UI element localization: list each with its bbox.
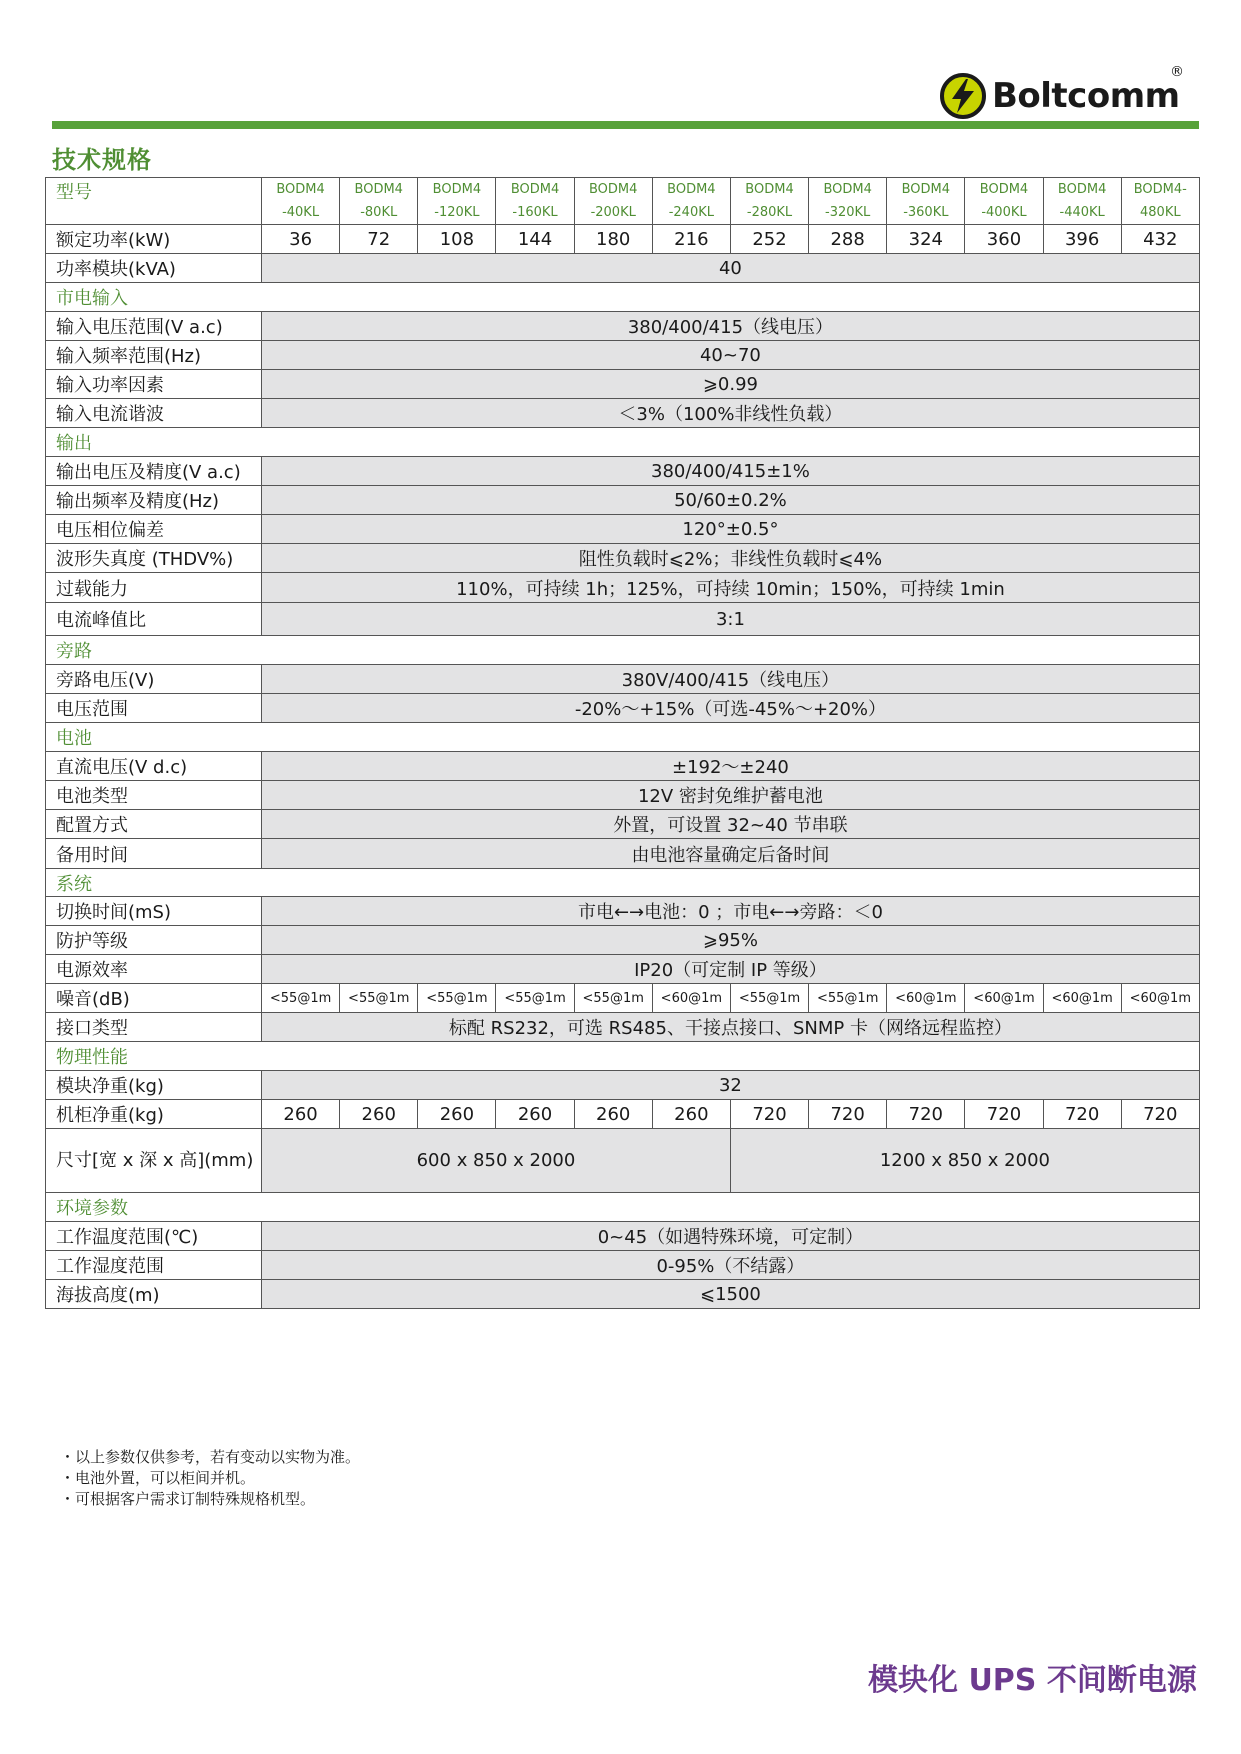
value-cell: <55@1m (574, 984, 652, 1013)
value-cell: 216 (652, 225, 730, 254)
row-value: 市电←→电池：0 ；市电←→旁路：＜0 (262, 897, 1200, 926)
row-label: 波形失真度 (THDV%) (46, 544, 262, 573)
model-header-cell (1121, 178, 1199, 225)
note-item: ・以上参数仅供参考，若有变动以实物为准。 (60, 1448, 361, 1466)
row-value: 40~70 (262, 341, 1200, 370)
row-value: 外置，可设置 32~40 节串联 (262, 810, 1200, 839)
section-header (46, 723, 1200, 752)
section-title: 电池 (46, 723, 1200, 752)
model-capacity: 480KL (1140, 205, 1181, 220)
model-header-cell (965, 178, 1043, 225)
table-row (46, 544, 1200, 573)
footer-title: 模块化 UPS 不间断电源 (868, 1663, 1197, 1698)
value-cell: 720 (1121, 1100, 1199, 1129)
row-label: 输入电压范围(V a.c) (46, 312, 262, 341)
section-header (46, 428, 1200, 457)
row-label: 电池类型 (46, 781, 262, 810)
value-cell: 180 (574, 225, 652, 254)
section-title: 系统 (46, 869, 1200, 897)
value-cell: 252 (730, 225, 808, 254)
model-header-cell (1043, 178, 1121, 225)
row-value: 阻性负载时⩽2%；非线性负载时⩽4% (262, 544, 1200, 573)
note-item: ・可根据客户需求订制特殊规格机型。 (60, 1490, 316, 1508)
value-cell: 260 (418, 1100, 496, 1129)
row-label: 配置方式 (46, 810, 262, 839)
value-cell: 720 (730, 1100, 808, 1129)
value-cell: 720 (965, 1100, 1043, 1129)
table-row (46, 955, 1200, 984)
table-row (46, 1071, 1200, 1100)
section-title: 市电输入 (46, 283, 1200, 312)
model-series: BODM4 (979, 182, 1029, 197)
value-cell: <55@1m (340, 984, 418, 1013)
table-row (46, 370, 1200, 399)
row-label: 电压范围 (46, 694, 262, 723)
value-cell: 144 (496, 225, 574, 254)
row-label: 额定功率(kW) (46, 225, 262, 254)
section-title: 旁路 (46, 636, 1200, 665)
row-label: 电流峰值比 (46, 603, 262, 636)
registered-mark: ® (1170, 64, 1184, 80)
value-cell: 720 (1043, 1100, 1121, 1129)
value-cell: 108 (418, 225, 496, 254)
section-header (46, 1193, 1200, 1222)
value-cell: 260 (574, 1100, 652, 1129)
row-value: ⩽1500 (262, 1280, 1200, 1309)
value-cell: 260 (496, 1100, 574, 1129)
table-row (46, 781, 1200, 810)
model-header-cell (496, 178, 574, 225)
row-label: 防护等级 (46, 926, 262, 955)
table-row (46, 752, 1200, 781)
model-header-cell (887, 178, 965, 225)
table-row (46, 312, 1200, 341)
value-cell: 432 (1121, 225, 1199, 254)
model-series: BODM4 (745, 182, 794, 197)
row-label: 机柜净重(kg) (46, 1100, 262, 1129)
table-row (46, 1100, 1200, 1129)
table-row (46, 1280, 1200, 1309)
section-header (46, 636, 1200, 665)
row-label: 工作温度范围(℃) (46, 1222, 262, 1251)
value-cell: 260 (340, 1100, 418, 1129)
brand-name: Boltcomm (992, 76, 1180, 116)
model-capacity: -240KL (668, 205, 714, 220)
model-header-cell (652, 178, 730, 225)
value-cell: 72 (340, 225, 418, 254)
model-capacity: -280KL (746, 205, 793, 220)
table-row (46, 486, 1200, 515)
table-row (46, 1129, 1200, 1193)
model-header-cell (574, 178, 652, 225)
value-cell: <60@1m (1043, 984, 1121, 1013)
size-value-a: 600 x 850 x 2000 (262, 1129, 731, 1193)
value-cell: 360 (965, 225, 1043, 254)
row-label: 直流电压(V d.c) (46, 752, 262, 781)
table-row (46, 399, 1200, 428)
table-row (46, 1222, 1200, 1251)
value-cell: <55@1m (418, 984, 496, 1013)
row-label: 功率模块(kVA) (46, 254, 262, 283)
value-cell: <55@1m (262, 984, 340, 1013)
model-capacity: -40KL (282, 205, 320, 220)
row-value: IP20（可定制 IP 等级） (262, 955, 1200, 984)
model-series: BODM4 (588, 182, 638, 197)
row-label: 输出频率及精度(Hz) (46, 486, 262, 515)
model-series: BODM4 (354, 182, 403, 197)
value-cell: 288 (809, 225, 887, 254)
value-cell: <60@1m (965, 984, 1043, 1013)
model-series: BODM4 (1057, 182, 1107, 197)
value-cell: 396 (1043, 225, 1121, 254)
row-label: 电压相位偏差 (46, 515, 262, 544)
header-rule (52, 121, 1199, 129)
value-cell: 36 (262, 225, 340, 254)
table-row (46, 603, 1200, 636)
notes (60, 1447, 360, 1510)
model-capacity: -200KL (590, 205, 636, 220)
value-cell: <60@1m (1121, 984, 1199, 1013)
table-row (46, 1251, 1200, 1280)
row-value: ±192～±240 (262, 752, 1200, 781)
section-header (46, 1042, 1200, 1071)
section-header (46, 283, 1200, 312)
row-value: 3:1 (262, 603, 1200, 636)
spec-table (45, 177, 1200, 1309)
table-row (46, 254, 1200, 283)
model-series: BODM4 (823, 182, 872, 197)
row-label: 接口类型 (46, 1013, 262, 1042)
table-row (46, 1013, 1200, 1042)
row-label: 过载能力 (46, 573, 262, 603)
model-capacity: -360KL (903, 205, 949, 220)
model-capacity: -120KL (434, 205, 480, 220)
row-label: 海拔高度(m) (46, 1280, 262, 1309)
table-row (46, 341, 1200, 370)
row-label: 型号 (46, 178, 262, 225)
row-value: 32 (262, 1071, 1200, 1100)
model-header-cell (262, 178, 340, 225)
model-header-cell (418, 178, 496, 225)
row-label: 尺寸[宽 x 深 x 高](mm) (46, 1129, 262, 1193)
model-series: BODM4 (276, 182, 325, 197)
brand-logo (940, 70, 1180, 122)
row-value: ＜3%（100%非线性负载） (262, 399, 1200, 428)
row-value: 0~45（如遇特殊环境，可定制） (262, 1222, 1200, 1251)
row-value: 40 (262, 254, 1200, 283)
model-series: BODM4 (667, 182, 716, 197)
table-row (46, 926, 1200, 955)
row-value: -20%～+15%（可选-45%～+20%） (262, 694, 1200, 723)
table-row (46, 810, 1200, 839)
row-label: 输入功率因素 (46, 370, 262, 399)
table-row (46, 897, 1200, 926)
value-cell: <55@1m (496, 984, 574, 1013)
row-label: 切换时间(mS) (46, 897, 262, 926)
model-series: BODM4 (432, 182, 482, 197)
row-value: 380/400/415±1% (262, 457, 1200, 486)
table-row (46, 573, 1200, 603)
model-capacity: -400KL (981, 205, 1027, 220)
row-label: 备用时间 (46, 839, 262, 869)
model-row (46, 178, 1200, 225)
row-label: 噪音(dB) (46, 984, 262, 1013)
value-cell: <60@1m (887, 984, 965, 1013)
row-label: 输入频率范围(Hz) (46, 341, 262, 370)
table-row (46, 839, 1200, 869)
model-capacity: -440KL (1059, 205, 1105, 220)
model-header-cell (340, 178, 418, 225)
row-label: 工作湿度范围 (46, 1251, 262, 1280)
row-label: 模块净重(kg) (46, 1071, 262, 1100)
section-title: 物理性能 (46, 1042, 1200, 1071)
model-capacity: -320KL (825, 205, 871, 220)
model-series: BODM4- (1133, 182, 1187, 197)
table-row (46, 665, 1200, 694)
row-value: 50/60±0.2% (262, 486, 1200, 515)
model-capacity: -160KL (512, 205, 558, 220)
model-header-cell (730, 178, 808, 225)
row-value: 由电池容量确定后备时间 (262, 839, 1200, 869)
row-label: 输出电压及精度(V a.c) (46, 457, 262, 486)
bolt-logo-icon (940, 73, 986, 119)
value-cell: 720 (887, 1100, 965, 1129)
table-row (46, 457, 1200, 486)
page-title: 技术规格 (52, 146, 152, 174)
row-label: 输入电流谐波 (46, 399, 262, 428)
row-label: 电源效率 (46, 955, 262, 984)
row-value: 0-95%（不结露） (262, 1251, 1200, 1280)
value-cell: 324 (887, 225, 965, 254)
table-row (46, 515, 1200, 544)
model-header-cell (809, 178, 887, 225)
section-header (46, 869, 1200, 897)
row-value: 380V/400/415（线电压） (262, 665, 1200, 694)
value-cell: <55@1m (809, 984, 887, 1013)
value-cell: <55@1m (730, 984, 808, 1013)
row-value: 110%，可持续 1h；125%，可持续 10min；150%，可持续 1min (262, 573, 1200, 603)
value-cell: 720 (809, 1100, 887, 1129)
row-value: 120°±0.5° (262, 515, 1200, 544)
value-cell: 260 (652, 1100, 730, 1129)
row-value: 标配 RS232，可选 RS485、干接点接口、SNMP 卡（网络远程监控） (262, 1013, 1200, 1042)
value-cell: 260 (262, 1100, 340, 1129)
size-value-b: 1200 x 850 x 2000 (730, 1129, 1199, 1193)
section-title: 输出 (46, 428, 1200, 457)
model-series: BODM4 (901, 182, 951, 197)
row-value: 380/400/415（线电压） (262, 312, 1200, 341)
section-title: 环境参数 (46, 1193, 1200, 1222)
row-value: ⩾0.99 (262, 370, 1200, 399)
table-row (46, 225, 1200, 254)
value-cell: <60@1m (652, 984, 730, 1013)
note-item: ・电池外置，可以柜间并机。 (60, 1469, 256, 1487)
model-series: BODM4 (510, 182, 560, 197)
model-capacity: -80KL (360, 205, 398, 220)
row-label: 旁路电压(V) (46, 665, 262, 694)
table-row (46, 694, 1200, 723)
row-value: 12V 密封免维护蓄电池 (262, 781, 1200, 810)
row-value: ⩾95% (262, 926, 1200, 955)
table-row (46, 984, 1200, 1013)
